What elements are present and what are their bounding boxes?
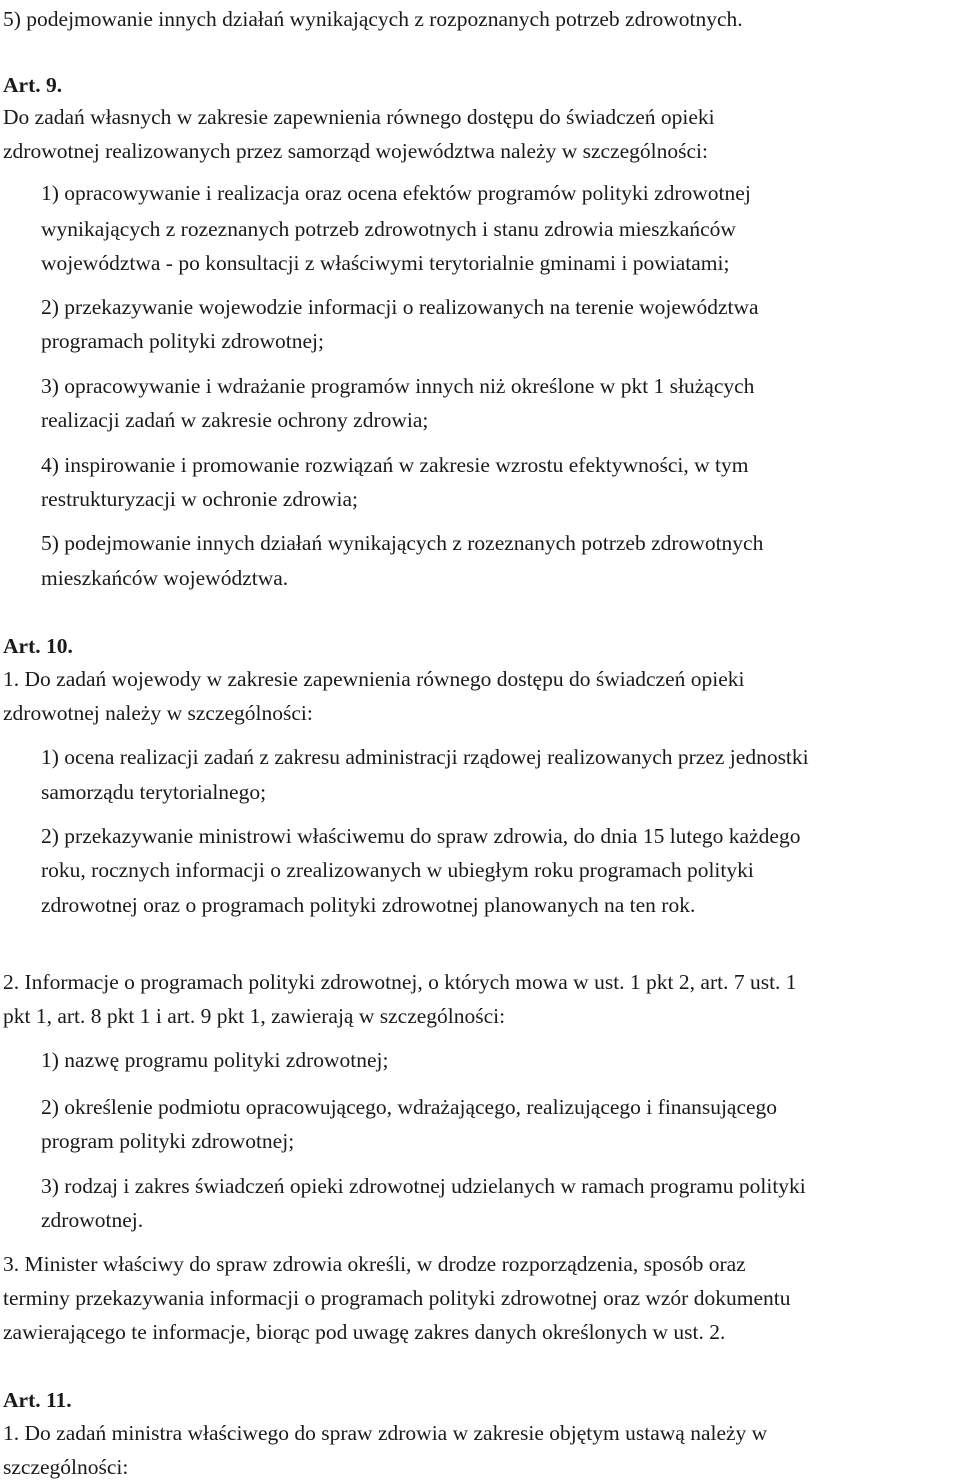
- item-text: zdrowotnej oraz o programach polityki zdrowotnej planowanych na ten rok.: [41, 893, 696, 917]
- paragraph-text: zdrowotnej należy w szczególności:: [3, 701, 313, 725]
- article-heading: Art. 9.: [3, 73, 63, 97]
- item-text: wynikających z rozeznanych potrzeb zdrowotnych i stanu zdrowia mieszkańców: [41, 217, 736, 241]
- paragraph-text: zdrowotnej realizowanych przez samorząd województwa należy w szczególności:: [3, 139, 709, 163]
- item-text: 2) przekazywanie wojewodzie informacji o realizowanych na terenie województwa: [41, 295, 759, 319]
- item-text: restrukturyzacji w ochronie zdrowia;: [41, 487, 358, 511]
- item-text: 3) rodzaj i zakres świadczeń opieki zdrowotnej udzielanych w ramach programu polityki: [41, 1174, 806, 1198]
- item-text: 1) nazwę programu polityki zdrowotnej;: [41, 1048, 389, 1072]
- item-text: 3) opracowywanie i wdrażanie programów innych niż określone w pkt 1 służących: [41, 374, 755, 398]
- item-text: 4) inspirowanie i promowanie rozwiązań w zakresie wzrostu efektywności, w tym: [41, 453, 749, 477]
- paragraph-text: zawierającego te informacje, biorąc pod uwagę zakres danych określonych w ust. 2.: [3, 1320, 726, 1344]
- item-text: realizacji zadań w zakresie ochrony zdrowia;: [41, 408, 429, 432]
- paragraph-text: 2. Informacje o programach polityki zdrowotnej, o których mowa w ust. 1 pkt 2, art. 7 ust. 1: [3, 970, 797, 994]
- item-text: zdrowotnej.: [41, 1208, 144, 1232]
- paragraph-text: 1. Do zadań ministra właściwego do spraw zdrowia w zakresie objętym ustawą należy w: [3, 1421, 768, 1445]
- item-text: 5) podejmowanie innych działań wynikających z rozeznanych potrzeb zdrowotnych: [41, 531, 764, 555]
- paragraph-text: Do zadań własnych w zakresie zapewnienia równego dostępu do świadczeń opieki: [3, 105, 715, 129]
- item-text: mieszkańców województwa.: [41, 566, 289, 590]
- item-text: 1) opracowywanie i realizacja oraz ocena efektów programów polityki zdrowotnej: [41, 181, 751, 205]
- item-text: 5) podejmowanie innych działań wynikających z rozpoznanych potrzeb zdrowotnych.: [3, 7, 743, 31]
- article-heading: Art. 11.: [3, 1388, 72, 1412]
- item-text: programach polityki zdrowotnej;: [41, 329, 325, 353]
- item-text: samorządu terytorialnego;: [41, 780, 267, 804]
- paragraph-text: terminy przekazywania informacji o programach polityki zdrowotnej oraz wzór dokumentu: [3, 1286, 791, 1310]
- item-text: 2) przekazywanie ministrowi właściwemu do spraw zdrowia, do dnia 15 lutego każdego: [41, 824, 801, 848]
- item-text: program polityki zdrowotnej;: [41, 1129, 295, 1153]
- item-text: roku, rocznych informacji o zrealizowanych w ubiegłym roku programach polityki: [41, 858, 754, 882]
- paragraph-text: pkt 1, art. 8 pkt 1 i art. 9 pkt 1, zawierają w szczególności:: [3, 1004, 506, 1028]
- item-text: 2) określenie podmiotu opracowującego, wdrażającego, realizującego i finansującego: [41, 1095, 778, 1119]
- article-heading: Art. 10.: [3, 634, 73, 658]
- paragraph-text: 1. Do zadań wojewody w zakresie zapewnienia równego dostępu do świadczeń opieki: [3, 667, 745, 691]
- item-text: województwa - po konsultacji z właściwymi terytorialnie gminami i powiatami;: [41, 251, 730, 275]
- paragraph-text: szczególności:: [3, 1455, 129, 1479]
- item-text: 1) ocena realizacji zadań z zakresu administracji rządowej realizowanych przez jednostki: [41, 745, 809, 769]
- paragraph-text: 3. Minister właściwy do spraw zdrowia określi, w drodze rozporządzenia, sposób oraz: [3, 1252, 746, 1276]
